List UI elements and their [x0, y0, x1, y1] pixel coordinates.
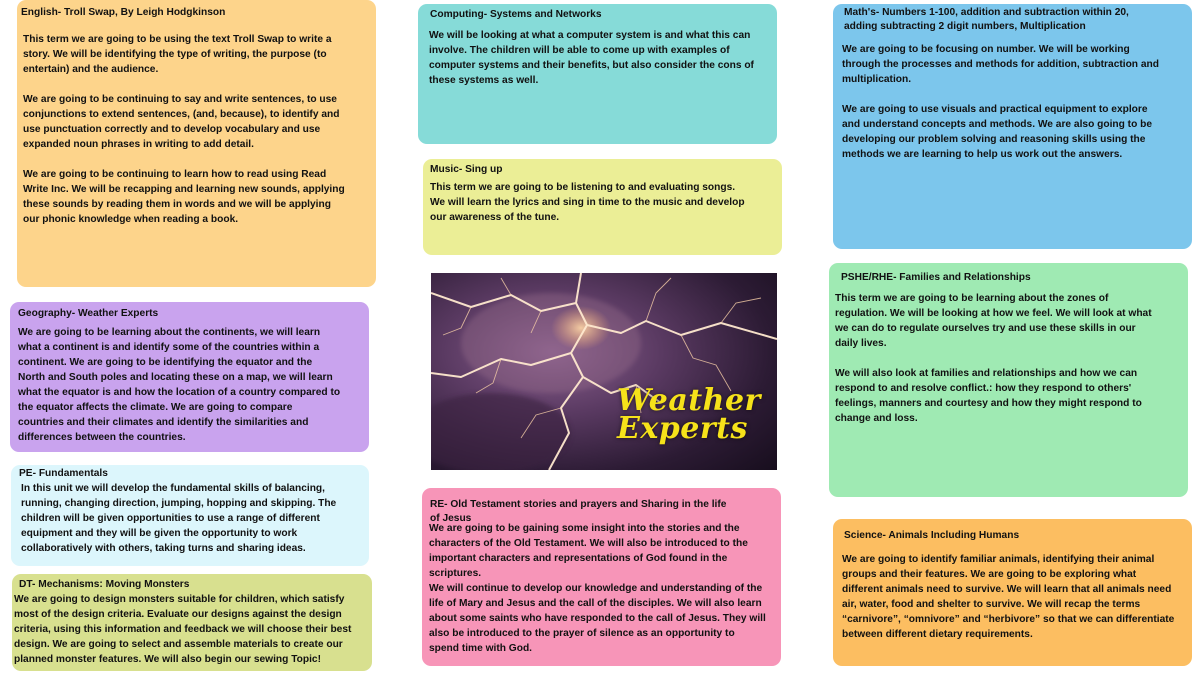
dt-card — [12, 574, 372, 671]
science-body: We are going to identify familiar animals, identifying their animal groups and their features. We are going to be exploring what different animals need to survive. We will learn that all animals need air, water, food and shelter to survive. We will recap the terms “carnivore”, “omnivore” and “herbivore” so that we can differentiate between different dietary requirements. — [842, 554, 1175, 640]
pe-card — [11, 465, 369, 566]
english-body: This term we are going to be using the text Troll Swap to write a story. We will be identifying the type of writing, the purpose (to entertain) and the audience. We are going to be continuing to say and write sentences, to use conjunctions to extend sentences, (and, because), to identify and use punctuation correctly and to develop vocabulary and use expanded noun phrases in writing to add detail. We are going to be continuing to learn how to read using Read Write Inc. We will be recapping and learning new sounds, applying these sounds by reading them in words and we will be applying our phonic knowledge when reading a book. — [23, 34, 345, 225]
science-title: Science- Animals Including Humans — [844, 530, 1020, 541]
english-card — [17, 0, 376, 287]
caption-line-1: Weather — [617, 383, 761, 418]
maths-title: Math's- Numbers 1-100, addition and subtraction within 20, adding subtracting 2 digit numbers, Multiplication — [844, 7, 1129, 32]
re-body: We are going to be gaining some insight into the stories and the characters of the Old Testament. We will also be introduced to the important characters and representations of God found in the scriptures. We will continue to develop our knowledge and understanding of the life of Mary and Jesus and the call of the disciples. We will also learn about some saints who have responded to the call of Jesus. They will also be introduced to the prayer of silence as an opportunity to spend time with God. — [429, 523, 766, 654]
maths-body: We are going to be focusing on number. We will be working through the processes and methods for addition, subtraction and multiplication. We are going to use visuals and practical equipment to explore and understand concepts and methods. We are also going to be developing our problem solving and reasoning skills using the methods we are learning to help us work out the answers. — [842, 44, 1159, 160]
re-title: RE- Old Testament stories and prayers and Sharing in the life of Jesus — [430, 499, 727, 524]
pshe-title: PSHE/RHE- Families and Relationships — [841, 272, 1031, 283]
re-card — [422, 488, 781, 666]
music-title: Music- Sing up — [430, 164, 503, 175]
dt-title: DT- Mechanisms: Moving Monsters — [19, 579, 190, 590]
weather-experts-image — [431, 273, 777, 470]
dt-body: We are going to design monsters suitable for children, which satisfy most of the design criteria. Evaluate our designs against the design criteria, using this information and feedback we will choose their best design. We are going to select and assemble materials to create our planned monster features. We will also begin our sewing Topic! — [14, 594, 352, 665]
science-card — [833, 519, 1192, 666]
geography-title: Geography- Weather Experts — [18, 308, 159, 319]
caption-line-2: Experts — [617, 411, 748, 446]
pe-body: In this unit we will develop the fundamental skills of balancing, running, changing direction, jumping, hopping and skipping. The children will be given opportunities to use a range of different equipment and they will be given the opportunity to work collaboratively with others, taking turns and sharing ideas. — [21, 483, 337, 554]
music-card — [423, 159, 782, 255]
image-caption — [617, 383, 761, 446]
pe-title: PE- Fundamentals — [19, 468, 108, 479]
pshe-card — [829, 263, 1188, 497]
geography-body: We are going to be learning about the continents, we will learn what a continent is and identify some of the countries within a continent. We are going to be identifying the equator and the North and South poles and locating these on a map, we will learn what the equator is and how the location of a country compared to the equator affects the climate. We are going to compare countries and their climates and identify the similarities and differences between the countries. — [18, 327, 341, 443]
maths-card — [833, 4, 1192, 249]
computing-card — [418, 4, 777, 144]
computing-title: Computing- Systems and Networks — [430, 9, 602, 20]
pshe-body: This term we are going to be learning about the zones of regulation. We will be looking at how we feel. We will look at what we can do to regulate ourselves try and use these skills in our daily lives. We will also look at families and relationships and how we can respond to and resolve conflict.: how they respond to others' feelings, manners and courtesy and how they might respond to change and loss. — [835, 293, 1152, 424]
geography-card — [10, 302, 369, 452]
music-body: This term we are going to be listening to and evaluating songs. We will learn the lyrics and sing in time to the music and develop our awareness of the tune. — [430, 182, 745, 223]
english-title: English- Troll Swap, By Leigh Hodgkinson — [21, 7, 226, 18]
computing-body: We will be looking at what a computer system is and what this can involve. The children will be able to come up with examples of computer systems and their benefits, but also consider the cons of these systems as well. — [429, 30, 754, 86]
